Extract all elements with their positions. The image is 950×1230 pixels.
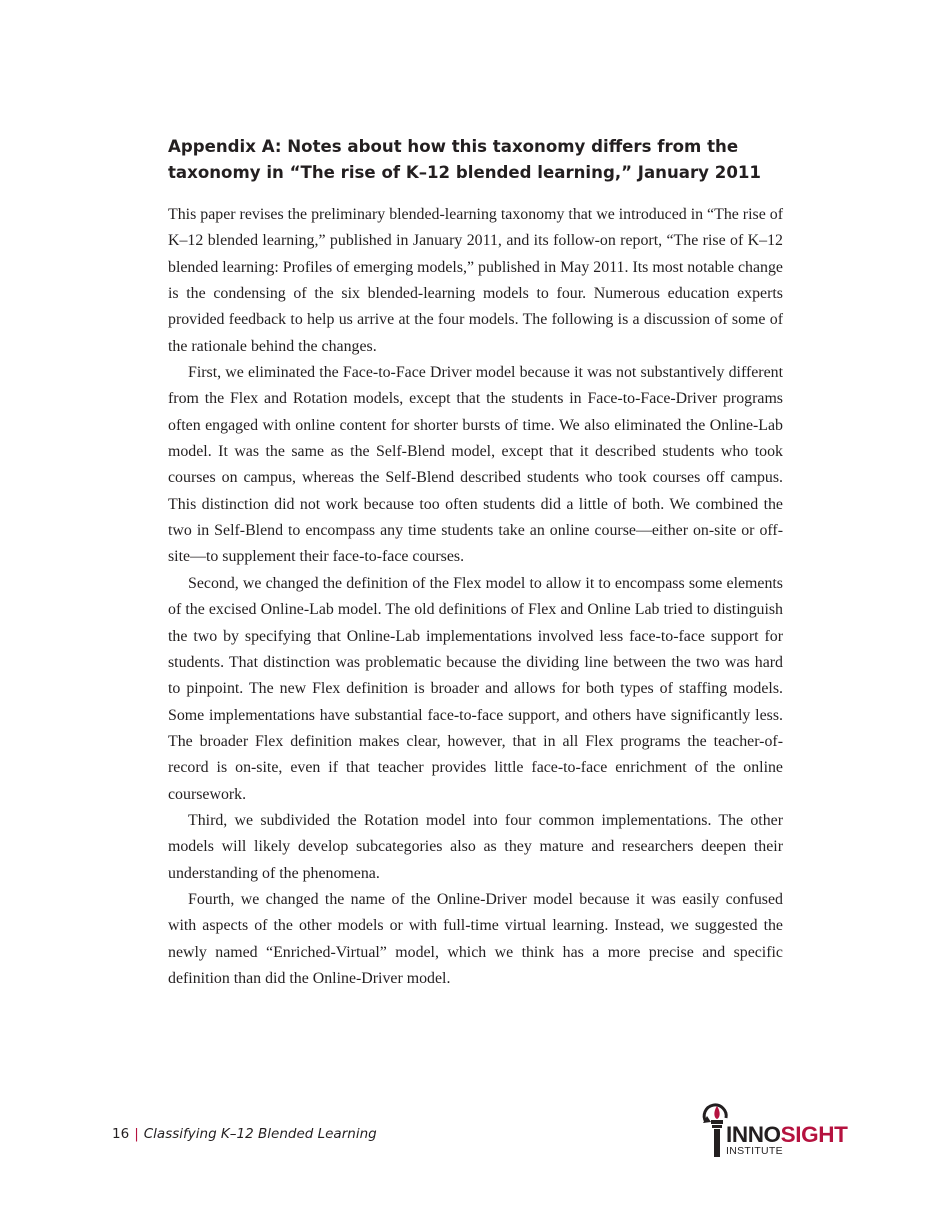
footer-doc-title: Classifying K–12 Blended Learning: [143, 1126, 377, 1142]
logo-subtitle: INSTITUTE: [726, 1145, 783, 1157]
logo-word-dark: INNO: [726, 1122, 781, 1147]
body-text: [168, 202, 783, 992]
paragraph: Fourth, we changed the name of the Online-Driver model because it was easily confused with aspects of the other models or with full-time virtual learning. Instead, we suggested the newly named “Enriched-Virtual” model, which we think has a more precise and specific definition than did the Online-Driver model.: [168, 890, 783, 987]
page-number: 16: [112, 1126, 130, 1142]
page-footer: [112, 1126, 377, 1142]
footer-separator: |: [134, 1126, 139, 1142]
logo-word-accent: SIGHT: [780, 1122, 848, 1147]
innosight-logo: [700, 1098, 848, 1164]
appendix-heading: Appendix A: Notes about how this taxonomy differs from the taxonomy in “The rise of K–12 blended learning,” January 2011: [168, 137, 761, 182]
paragraph: Second, we changed the definition of the Flex model to allow it to encompass some elements of the excised Online-Lab model. The old definitions of Flex and Online Lab tried to distinguish the two by specifying that Online-Lab implementations involved less face-to-face support for students. That distinction was problematic because the dividing line between the two was hard to pinpoint. The new Flex definition is broader and allows for both types of staffing models. Some implementations have substantial face-to-face support, and others have significantly less. The broader Flex definition makes clear, however, that in all Flex programs the teacher-of-record is on-site, even if that teacher provides little face-to-face enrichment of the online coursework.: [168, 574, 783, 803]
paragraph: First, we eliminated the Face-to-Face Driver model because it was not substantively different from the Flex and Rotation models, except that the students in Face-to-Face-Driver programs often engaged with online content for shorter bursts of time. We also eliminated the Online-Lab model. It was the same as the Self-Blend model, except that it described students who took courses on campus, whereas the Self-Blend described students who took courses off campus. This distinction did not work because too often students did a little of both. We combined the two in Self-Blend to encompass any time students take an online course—either on-site or off-site—to supplement their face-to-face courses.: [168, 364, 783, 566]
paragraph: Third, we subdivided the Rotation model into four common implementations. The other models will likely develop subcategories also as they mature and researchers deepen their understanding of the phenomena.: [168, 811, 783, 882]
paragraph: This paper revises the preliminary blended-learning taxonomy that we introduced in “The rise of K–12 blended learning,” published in January 2011, and its follow-on report, “The rise of K–12 blended learning: Profiles of emerging models,” published in May 2011. Its most notable change is the condensing of the six blended-learning models to four. Numerous education experts provided feedback to help us arrive at the four models. The following is a discussion of some of the rationale behind the changes.: [168, 206, 783, 355]
